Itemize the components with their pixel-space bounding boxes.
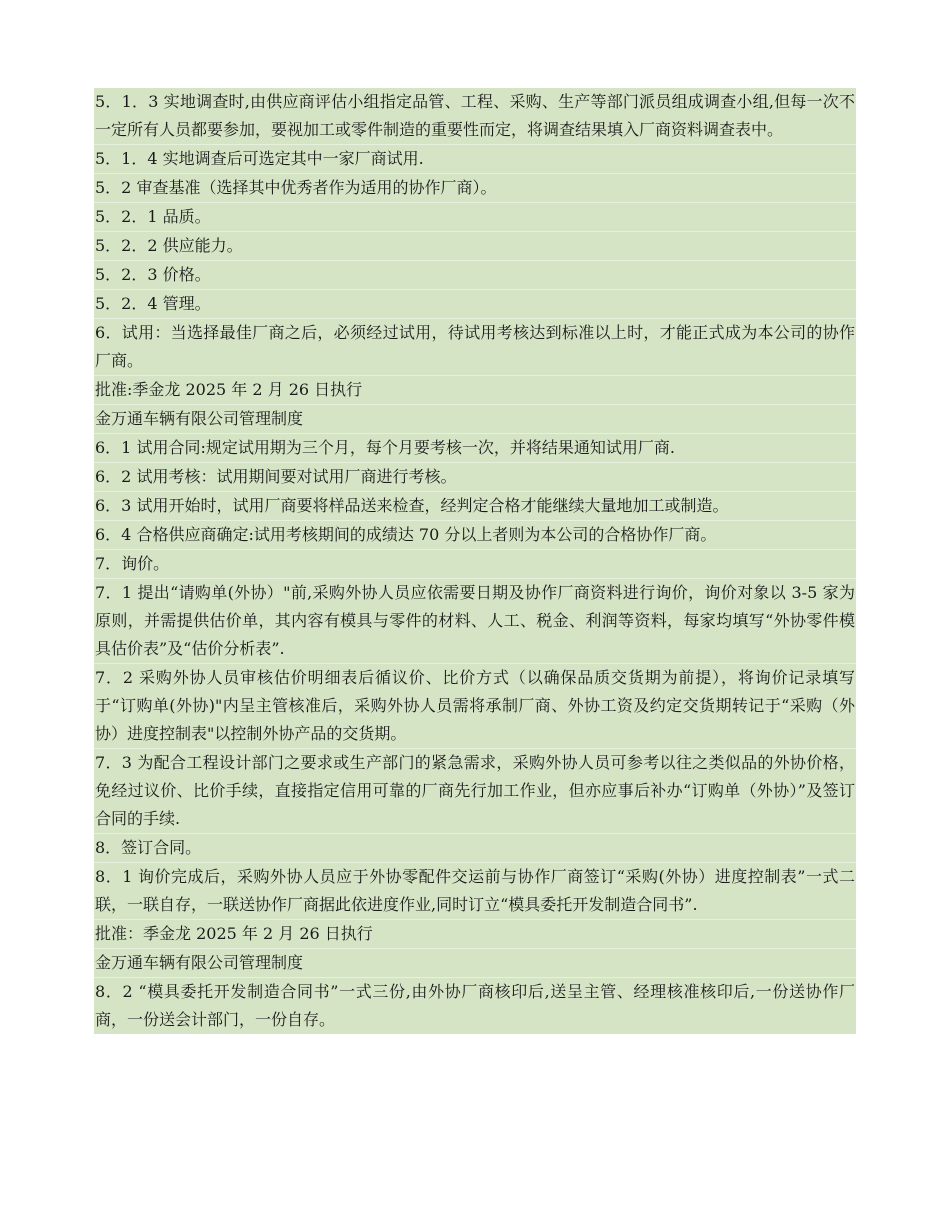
paragraph-8-1: 8．1 询价完成后，采购外协人员应于外协零配件交运前与协作厂商签订“采购(外协）进度控制表”一式二联，一联自存，一联送协作厂商据此依进度作业,同时订立“模具委托开发制造合同书”. — [94, 863, 856, 920]
paragraph-5-1-3: 5．1．3 实地调查时,由供应商评估小组指定品管、工程、采购、生产等部门派员组成调查小组,但每一次不一定所有人员都要参加，要视加工或零件制造的重要性而定，将调查结果填入厂商资料调查表中。 — [94, 88, 856, 145]
company-header: 金万通车辆有限公司管理制度 — [94, 405, 856, 434]
paragraph-5-2: 5．2 审查基准（选择其中优秀者作为适用的协作厂商）。 — [94, 174, 856, 203]
paragraph-8-2: 8．2 “模具委托开发制造合同书”一式三份,由外协厂商核印后,送呈主管、经理核准核印后,一份送协作厂商，一份送会计部门，一份自存。 — [95, 982, 855, 1029]
document-body — [94, 88, 856, 1034]
paragraph-7-1: 7．1 提出“请购单(外协）"前,采购外协人员应依需要日期及协作厂商资料进行询价，询价对象以 3-5 家为原则，并需提供估价单，其内容有模具与零件的材料、人工、税金、利润等资料，每家均填写“外协零件模具估价表”及“估价分析表”. — [94, 579, 856, 664]
approval-line: 批准：季金龙 2025 年 2 月 26 日执行 — [94, 920, 856, 949]
paragraph-6-4: 6．4 合格供应商确定:试用考核期间的成绩达 70 分以上者则为本公司的合格协作厂商。 — [94, 521, 856, 550]
paragraph-6-1: 6．1 试用合同:规定试用期为三个月，每个月要考核一次，并将结果通知试用厂商. — [94, 434, 856, 463]
paragraph-5-2-3: 5．2．3 价格。 — [94, 261, 856, 290]
paragraph-6-3: 6．3 试用开始时，试用厂商要将样品送来检查，经判定合格才能继续大量地加工或制造。 — [94, 492, 856, 521]
paragraph-7-3: 7．3 为配合工程设计部门之要求或生产部门的紧急需求，采购外协人员可参考以往之类似品的外协价格，免经过议价、比价手续，直接指定信用可靠的厂商先行加工作业，但亦应事后补办“订购单（外协）”及签订合同的手续. — [94, 749, 856, 834]
paragraph-8: 8．签订合同。 — [94, 834, 856, 863]
paragraph-7: 7．询价。 — [94, 550, 856, 579]
paragraph-6: 6．试用：当选择最佳厂商之后，必须经过试用，待试用考核达到标准以上时，才能正式成为本公司的协作厂商。 — [94, 319, 856, 376]
company-header: 金万通车辆有限公司管理制度 — [94, 949, 856, 978]
paragraph-5-2-4: 5．2．4 管理。 — [94, 290, 856, 319]
paragraph-6-2: 6．2 试用考核：试用期间要对试用厂商进行考核。 — [94, 463, 856, 492]
paragraph-5-2-2: 5．2．2 供应能力。 — [94, 232, 856, 261]
paragraph-7-2: 7．2 采购外协人员审核估价明细表后循议价、比价方式（以确保品质交货期为前提），将询价记录填写于“订购单(外协)"内呈主管核准后，采购外协人员需将承制厂商、外协工资及约定交货期转记于“采购（外协）进度控制表"以控制外协产品的交货期。 — [94, 664, 856, 749]
approval-line: 批准:季金龙 2025 年 2 月 26 日执行 — [94, 376, 856, 405]
paragraph-5-1-4: 5．1．4 实地调查后可选定其中一家厂商试用. — [94, 145, 856, 174]
paragraph-5-2-1: 5．2．1 品质。 — [94, 203, 856, 232]
